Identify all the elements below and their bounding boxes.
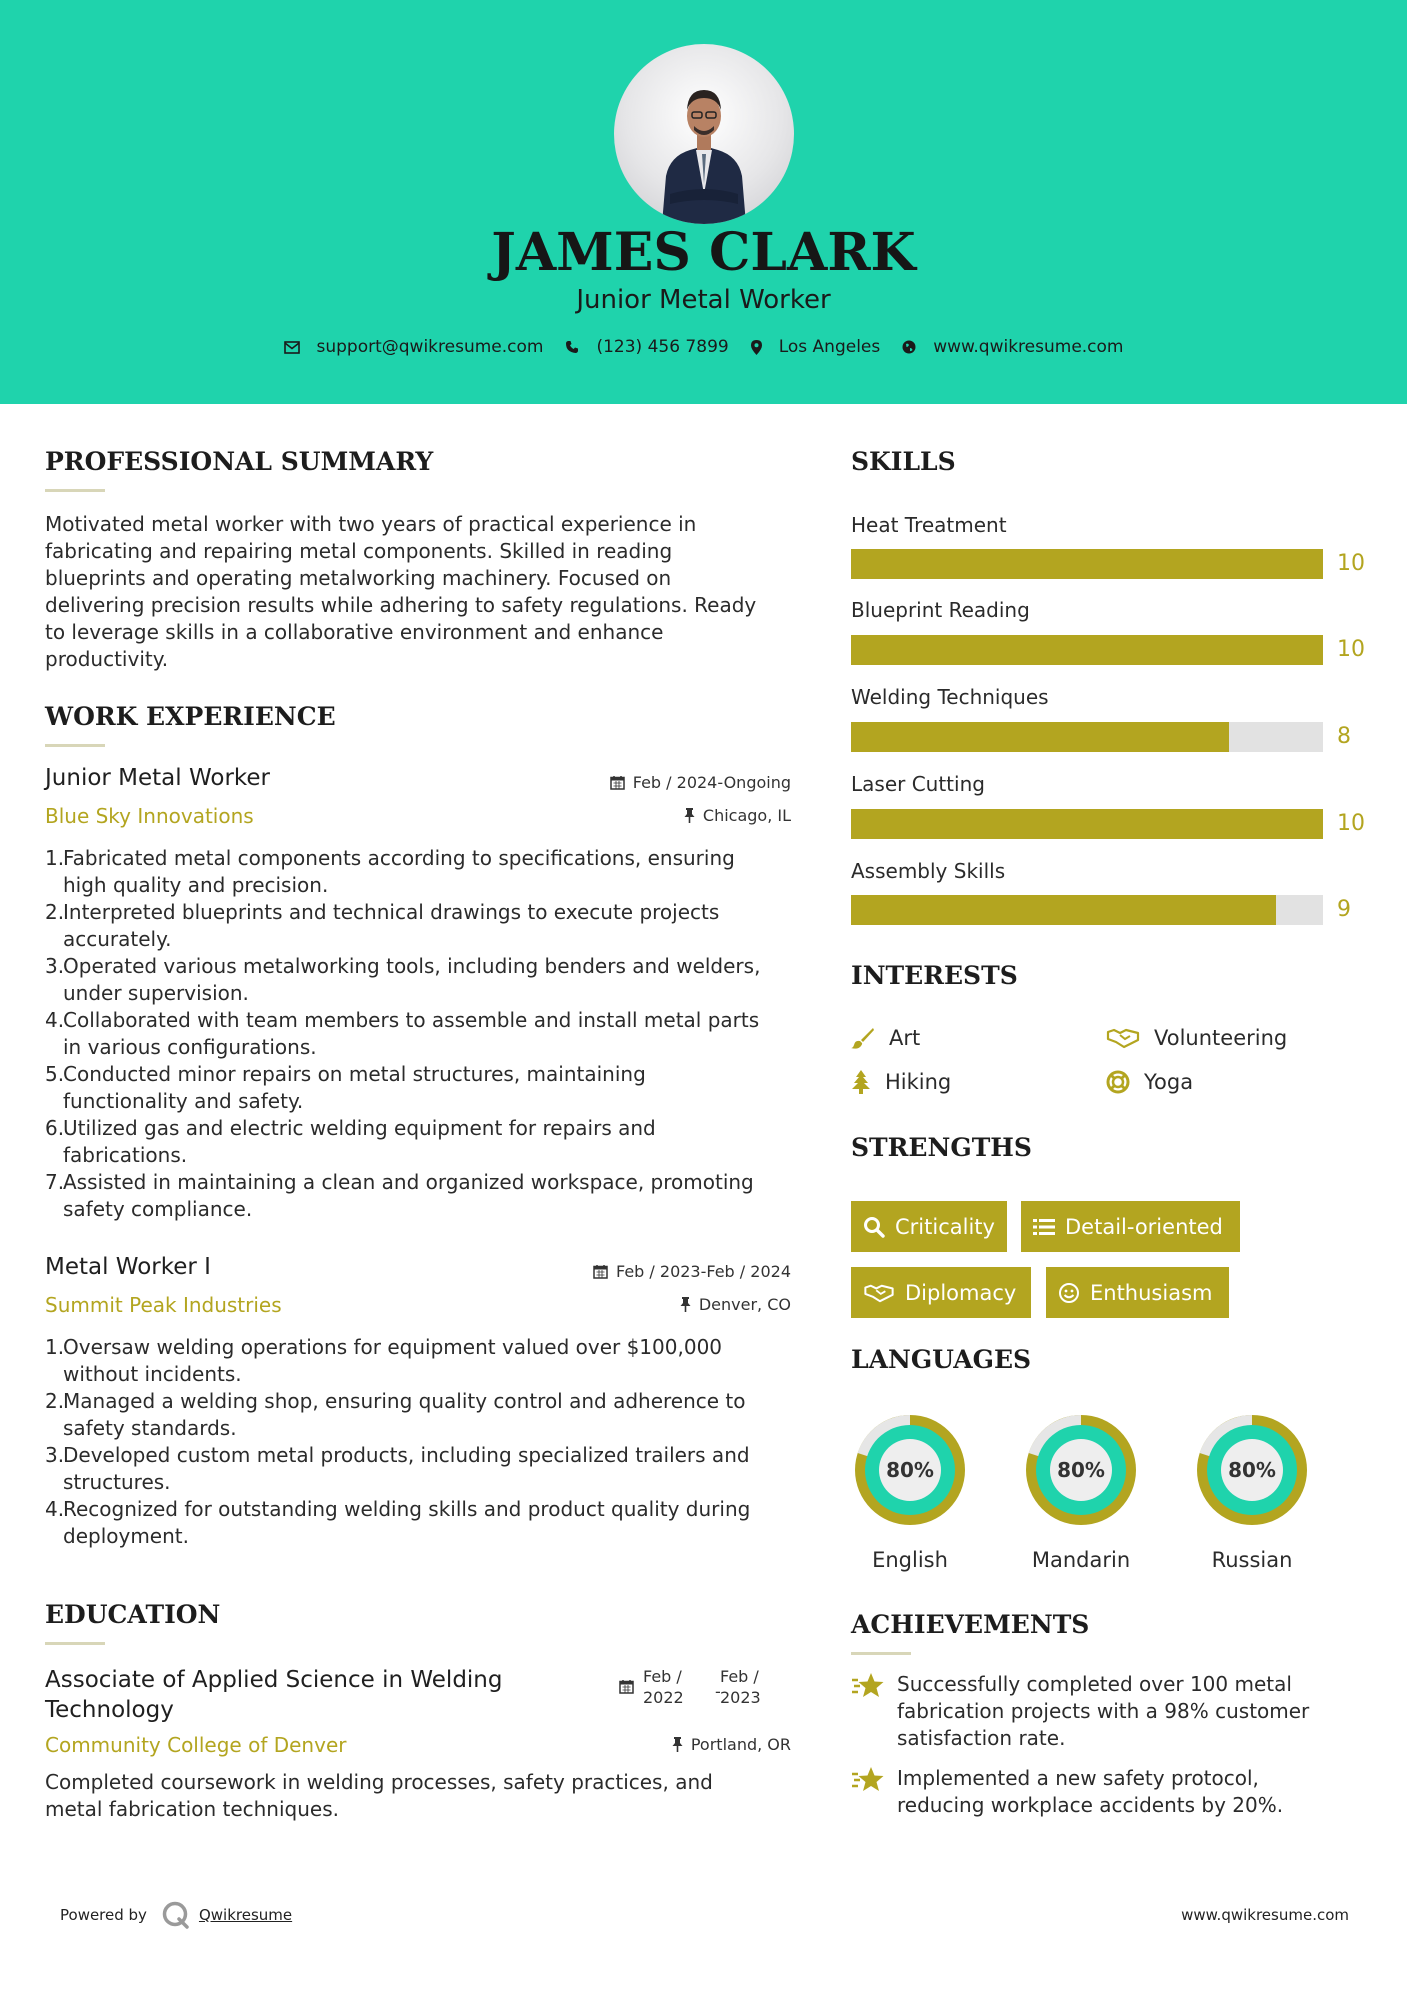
star-icon	[851, 1765, 885, 1795]
website-text: www.qwikresume.com	[933, 337, 1124, 357]
job-location	[480, 806, 791, 825]
degree-title	[45, 1665, 502, 1725]
calendar-icon	[610, 775, 625, 790]
pushpin-icon	[684, 808, 695, 823]
interest-label: Hiking	[885, 1070, 952, 1094]
skill-bar	[851, 895, 1323, 925]
school-name: Community College of Denver	[45, 1733, 347, 1757]
skills-heading: SKILLS	[851, 447, 956, 476]
achievement-item	[851, 1671, 1357, 1752]
skill-bar-fill	[851, 549, 1323, 579]
summary-line: blueprints and operating metalworking machinery. Focused on	[45, 566, 672, 590]
calendar-icon	[593, 1264, 608, 1279]
interest-art	[851, 1026, 920, 1050]
star-icon	[851, 1671, 885, 1701]
strength-label: Criticality	[895, 1214, 995, 1239]
email-text: support@qwikresume.com	[316, 337, 544, 357]
list-item: 3. Operated various metalworking tools, including benders and welders, under supervision.	[45, 954, 761, 1005]
list-item: 7. Assisted in maintaining a clean and organized workspace, promoting safety compliance.	[45, 1170, 754, 1221]
interest-label: Volunteering	[1154, 1026, 1288, 1050]
summary-line: to leverage skills in a collaborative environment and enhance	[45, 620, 664, 644]
calendar-icon	[619, 1679, 634, 1694]
globe-icon	[902, 340, 916, 354]
skill-bar-fill	[851, 809, 1323, 839]
skill-bar	[851, 722, 1323, 752]
education-heading: EDUCATION	[45, 1600, 221, 1629]
paintbrush-icon	[851, 1027, 875, 1049]
list-item: 2. Managed a welding shop, ensuring quality control and adherence to safety standards.	[45, 1389, 746, 1440]
strength-tag	[851, 1267, 1031, 1318]
interests-heading: INTERESTS	[851, 961, 1018, 990]
skill-bar-fill	[851, 722, 1229, 752]
pushpin-icon	[672, 1737, 683, 1752]
contact-website[interactable]	[902, 337, 1123, 357]
education-desc-line: Completed coursework in welding processes, safety practices, and	[45, 1770, 713, 1794]
strength-label: Detail-oriented	[1065, 1214, 1223, 1239]
envelope-icon	[284, 341, 300, 354]
achievements-rule	[851, 1652, 911, 1655]
language-name: English	[872, 1548, 948, 1572]
job-dates-text: Feb / 2024-Ongoing	[632, 773, 791, 792]
skill-value: 8	[1337, 724, 1351, 749]
start-month: Feb /	[643, 1667, 682, 1686]
achievement-line: Successfully completed over 100 metal	[897, 1672, 1292, 1696]
skill-label: Laser Cutting	[851, 772, 985, 796]
phone-text: (123) 456 7899	[596, 337, 729, 357]
strength-label: Enthusiasm	[1090, 1280, 1213, 1305]
smile-icon	[1058, 1282, 1080, 1304]
interest-hiking	[851, 1070, 951, 1094]
job-dates	[480, 773, 791, 792]
candidate-name: JAMES CLARK	[491, 222, 916, 283]
job-title: Metal Worker I	[45, 1254, 211, 1280]
job-title: Junior Metal Worker	[45, 765, 271, 791]
education-rule	[45, 1642, 105, 1645]
donut-label: 80%	[1228, 1458, 1276, 1482]
footer-powered-by	[60, 1900, 292, 1930]
achievement-line: Implemented a new safety protocol,	[897, 1766, 1259, 1790]
achievement-item	[851, 1765, 1357, 1819]
language-item	[1019, 1408, 1143, 1572]
job-dates-text: Feb / 2023-Feb / 2024	[616, 1262, 791, 1281]
summary-line: productivity.	[45, 647, 169, 671]
skill-label: Heat Treatment	[851, 513, 1007, 537]
footer-url[interactable]: www.qwikresume.com	[1181, 1906, 1349, 1924]
skill-value: 10	[1337, 551, 1365, 576]
list-item: 2. Interpreted blueprints and technical drawings to execute projects accurately.	[45, 900, 720, 951]
interest-label: Yoga	[1144, 1070, 1194, 1094]
experience-heading: WORK EXPERIENCE	[45, 702, 336, 731]
skill-bar	[851, 549, 1323, 579]
interest-yoga	[1106, 1070, 1193, 1094]
company-name: Summit Peak Industries	[45, 1293, 282, 1317]
strengths-heading: STRENGTHS	[851, 1133, 1032, 1162]
summary-line: Motivated metal worker with two years of practical experience in	[45, 512, 697, 536]
contact-phone[interactable]	[565, 337, 728, 357]
job-bullets	[45, 845, 805, 1223]
interest-volunteering	[1106, 1026, 1287, 1050]
contact-location	[751, 337, 881, 357]
list-icon	[1033, 1218, 1055, 1236]
donut-label: 80%	[1057, 1458, 1105, 1482]
candidate-role: Junior Metal Worker	[576, 285, 831, 315]
list-item: 5. Conducted minor repairs on metal structures, maintaining functionality and safety.	[45, 1062, 646, 1113]
location-text: Los Angeles	[778, 337, 881, 357]
powered-by-text: Powered by	[60, 1906, 147, 1924]
language-donut	[1190, 1408, 1314, 1532]
skill-label: Welding Techniques	[851, 685, 1049, 709]
education-desc-line: metal fabrication techniques.	[45, 1797, 339, 1821]
achievement-text	[897, 1765, 1357, 1819]
end-month: Feb /	[720, 1667, 759, 1686]
pushpin-icon	[680, 1297, 691, 1312]
list-item: 3. Developed custom metal products, including specialized trailers and structures.	[45, 1443, 750, 1494]
strength-label: Diplomacy	[905, 1280, 1017, 1305]
list-item: 6. Utilized gas and electric welding equipment for repairs and fabrications.	[45, 1116, 656, 1167]
achievement-line: reducing workplace accidents by 20%.	[897, 1793, 1284, 1817]
summary-rule	[45, 489, 105, 492]
date-dash: -	[715, 1682, 721, 1701]
strength-tag	[851, 1201, 1007, 1252]
profile-photo	[614, 44, 794, 224]
lifebuoy-icon	[1106, 1070, 1130, 1094]
language-name: Russian	[1211, 1548, 1293, 1572]
skill-bar-fill	[851, 895, 1276, 925]
skill-bar	[851, 809, 1323, 839]
experience-rule	[45, 744, 105, 747]
list-item: 1. Fabricated metal components according to specifications, ensuring high quality and precision.	[45, 846, 735, 897]
degree-line: Associate of Applied Science in Welding	[45, 1667, 503, 1693]
skill-bar-fill	[851, 635, 1323, 665]
summary-line: fabricating and repairing metal components. Skilled in reading	[45, 539, 673, 563]
brand-link[interactable]: Qwikresume	[198, 1906, 293, 1924]
job-location	[480, 1295, 791, 1314]
languages-heading: LANGUAGES	[851, 1345, 1032, 1374]
strength-tag	[1021, 1201, 1240, 1252]
list-item: 1. Oversaw welding operations for equipment valued over $100,000 without incidents.	[45, 1335, 723, 1386]
skill-value: 9	[1337, 897, 1351, 922]
handshake-icon	[863, 1283, 895, 1303]
phone-icon	[565, 340, 579, 354]
donut-label: 80%	[886, 1458, 934, 1482]
company-name: Blue Sky Innovations	[45, 804, 254, 828]
summary-heading: PROFESSIONAL SUMMARY	[45, 447, 434, 476]
end-year: 2023	[720, 1688, 761, 1707]
language-item	[1190, 1408, 1314, 1572]
job-bullets	[45, 1334, 805, 1550]
language-name: Mandarin	[1031, 1548, 1131, 1572]
job-dates	[480, 1262, 791, 1281]
summary-text	[45, 511, 756, 673]
education-description	[45, 1769, 713, 1823]
qwikresume-logo-icon	[161, 1900, 191, 1930]
language-donut	[848, 1408, 972, 1532]
contact-bar	[0, 337, 1407, 357]
skill-value: 10	[1337, 811, 1365, 836]
handshake-icon	[1106, 1027, 1140, 1049]
strength-tag	[1046, 1267, 1229, 1318]
language-donut	[1019, 1408, 1143, 1532]
skill-bar	[851, 635, 1323, 665]
start-year: 2022	[643, 1688, 684, 1707]
achievement-line: fabrication projects with a 98% customer	[897, 1699, 1310, 1723]
list-item: 4. Collaborated with team members to assemble and install metal parts in various configurations.	[45, 1008, 760, 1059]
contact-email[interactable]	[284, 337, 544, 357]
skill-label: Assembly Skills	[851, 859, 1006, 883]
skill-label: Blueprint Reading	[851, 598, 1030, 622]
achievement-line: satisfaction rate.	[897, 1726, 1066, 1750]
achievements-heading: ACHIEVEMENTS	[851, 1610, 1090, 1639]
map-pin-icon	[751, 340, 762, 355]
tree-icon	[851, 1070, 871, 1094]
list-item: 4. Recognized for outstanding welding skills and product quality during deployment.	[45, 1497, 751, 1548]
job-location-text: Denver, CO	[698, 1295, 791, 1314]
language-item	[848, 1408, 972, 1572]
summary-line: delivering precision results while adhering to safety regulations. Ready	[45, 593, 757, 617]
skill-value: 10	[1337, 637, 1365, 662]
achievement-text	[897, 1671, 1357, 1752]
education-location	[480, 1735, 791, 1754]
resume-header	[0, 0, 1407, 404]
degree-line: Technology	[45, 1697, 174, 1723]
search-icon	[863, 1216, 885, 1238]
interest-label: Art	[889, 1026, 921, 1050]
job-location-text: Chicago, IL	[702, 806, 791, 825]
education-location-text: Portland, OR	[690, 1735, 791, 1754]
